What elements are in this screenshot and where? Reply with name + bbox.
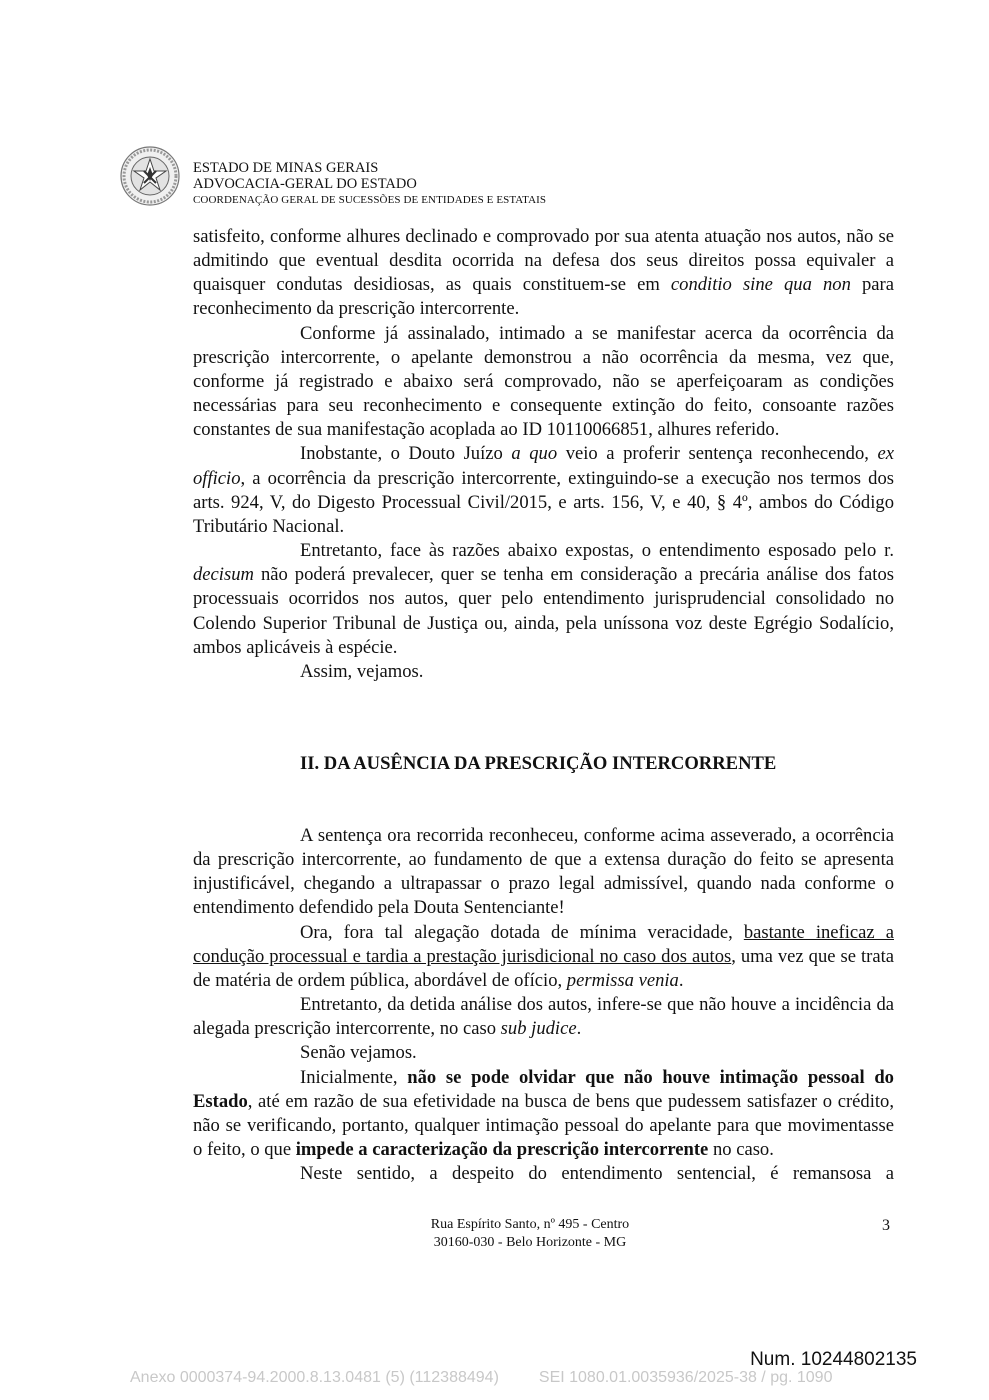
document-number-stamp: Num. 10244802135 [750, 1349, 917, 1370]
paragraph: Neste sentido, a despeito do entendimento sentencial, é remansosa a [300, 1163, 894, 1185]
state-name: ESTADO DE MINAS GERAIS [193, 160, 379, 176]
body-block-1 [193, 225, 894, 684]
paragraph: Assim, vejamos. [300, 660, 424, 682]
paragraph: Ora, fora tal alegação dotada de mínima veracidade, bastante ineficaz a condução processual e tardia a prestação jurisdicional no caso dos autos, uma vez que se trata de matéria de ordem pública, abordável de ofício, permissa venia. [193, 921, 894, 991]
agency-name: ADVOCACIA-GERAL DO ESTADO [193, 176, 417, 192]
annex-watermark [130, 1369, 870, 1387]
section-heading: II. DA AUSÊNCIA DA PRESCRIÇÃO INTERCORRENTE [300, 753, 777, 774]
paragraph: Senão vejamos. [300, 1042, 417, 1064]
letterhead [193, 160, 546, 208]
body-block-2 [193, 824, 894, 1186]
paragraph: Inobstante, o Douto Juízo a quo veio a proferir sentença reconhecendo, ex officio, a ocorrência da prescrição intercorrente, extinguindo-se a execução nos termos dos arts. 924, V, do Digesto Processual Civil/2015, e arts. 156, V, e 40, § 4º, ambos do Código Tributário Nacional. [193, 443, 894, 537]
paragraph: A sentença ora recorrida reconheceu, conforme acima asseverado, a ocorrência da prescrição intercorrente, ao fundamento de que a extensa duração do feito se apresenta injustificável, chegando a ultrapassar o prazo legal admissível, quando nada conforme o entendimento defendido pela Douta Sentenciante! [193, 825, 894, 919]
paragraph: Inicialmente, não se pode olvidar que não houve intimação pessoal do Estado, até em razão de sua efetividade na busca de bens que pudessem satisfazer o crédito, não se verificando, portanto, qualquer intimação pessoal do apelante para que movimentasse o feito, o que impede a caracterização da prescrição intercorrente no caso. [193, 1066, 894, 1161]
paragraph: Entretanto, face às razões abaixo expostas, o entendimento esposado pelo r. decisum não poderá prevalecer, quer se tenha em consideração a precária análise dos fatos processuais ocorridos nos autos, quer pelo entendimento jurisprudencial consolidado no Colendo Superior Tribunal de Justiça ou, ainda, pela uníssona voz deste Egrégio Sodalício, ambos aplicáveis à espécie. [193, 540, 894, 658]
page-number: 3 [882, 1217, 890, 1234]
address-line-2: 30160-030 - Belo Horizonte - MG [433, 1235, 627, 1250]
annex-reference: Anexo 0000374-94.2000.8.13.0481 (5) (112388494) [130, 1369, 499, 1386]
footer-address [380, 1216, 680, 1252]
sei-reference: SEI 1080.01.0035936/2025-38 / pg. 1090 [538, 1369, 833, 1386]
paragraph: Entretanto, da detida análise dos autos, infere-se que não houve a incidência da alegada prescrição intercorrente, no caso sub judice. [193, 994, 894, 1040]
coat-of-arms-icon [119, 145, 181, 207]
address-line-1: Rua Espírito Santo, nº 495 - Centro [430, 1217, 630, 1232]
paragraph: satisfeito, conforme alhures declinado e comprovado por sua atenta atuação nos autos, não se admitindo que eventual desdita ocorrida na defesa dos seus direitos possa equivaler a quaisquer condutas desidiosas, as quais constituem-se em conditio sine qua non para reconhecimento da prescrição intercorrente. [193, 226, 894, 320]
paragraph: Conforme já assinalado, intimado a se manifestar acerca da ocorrência da prescrição intercorrente, o apelante demonstrou a não ocorrência da mesma, vez que, conforme já registrado e abaixo será comprovado, não se aperfeiçoaram as condições necessárias para seu reconhecimento e consequente extinção do feito, consoante razões constantes de sua manifestação acoplada ao ID 10110066851, alhures referido. [193, 322, 894, 441]
department-name: COORDENAÇÃO GERAL DE SUCESSÕES DE ENTIDADES E ESTATAIS [193, 194, 547, 206]
